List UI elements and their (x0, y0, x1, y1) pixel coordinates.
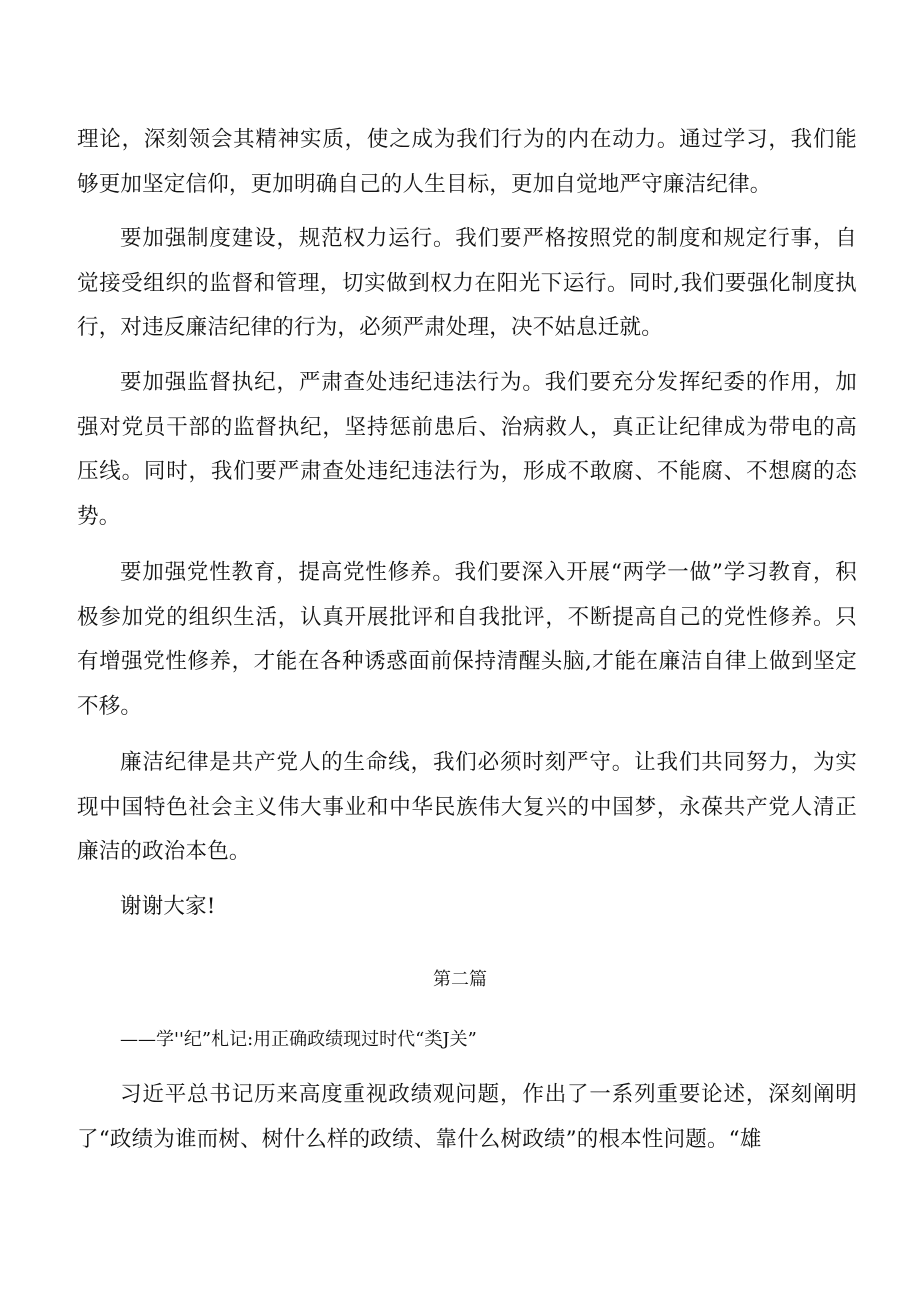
paragraph-continuation: 理论，深刻领会其精神实质，使之成为我们行为的内在动力。通过学习，我们能够更加坚定信仰，更加明确自己的人生目标，更加自觉地严守廉洁纪律。 (77, 127, 857, 197)
paragraph-conclusion: 廉洁纪律是共产党人的生命线，我们必须时刻严守。让我们共同努力，为实现中国特色社会主义伟大事业和中华民族伟大复兴的中国梦，永葆共产党人清正廉洁的政治本色。 (77, 750, 857, 864)
section-title: 第二篇 (433, 969, 487, 990)
paragraph-institution-building: 要加强制度建设，规范权力运行。我们要严格按照党的制度和规定行事，自觉接受组织的监督和管理，切实做到权力在阳光下运行。同时,我们要强化制度执行，对违反廉洁纪律的行为，必须严肃处理，决不姑息迁就。 (77, 226, 857, 340)
paragraph-thanks: 谢谢大家! (120, 894, 216, 919)
paragraph-supervision: 要加强监督执纪，严肃查处违纪违法行为。我们要充分发挥纪委的作用，加强对党员干部的监督执纪，坚持惩前患后、治病救人，真正让纪律成为带电的高压线。同时，我们要严肃查处违纪违法行为，形成不敢腐、不能腐、不想腐的态势。 (77, 370, 857, 529)
section-subtitle: ——学''纪”札记:用正确政绩现过时代“类J关” (120, 1029, 477, 1050)
paragraph-party-education: 要加强党性教育，提高党性修养。我们要深入开展“两学一做”学习教育，积极参加党的组织生活，认真开展批评和自我批评，不断提高自己的党性修养。只有增强党性修养，才能在各种诱惑面前保持清醒头脑,才能在廉洁自律上做到坚定不移。 (77, 560, 857, 719)
paragraph-political-achievement: 习近平总书记历来高度重视政绩观问题，作出了一系列重要论述，深刻阐明了“政绩为谁而树、树什么样的政绩、靠什么树政绩”的根本性问题。“雄 (77, 1082, 857, 1152)
